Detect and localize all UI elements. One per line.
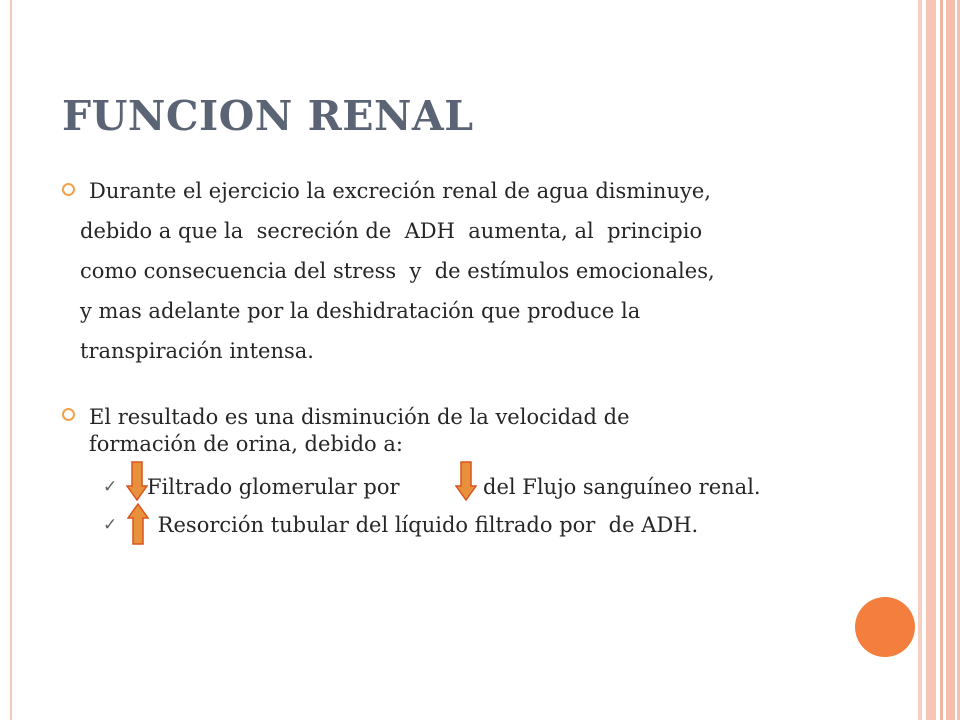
bullet-1-line-1: Durante el ejercicio la excreción renal de agua disminuye, <box>89 179 711 203</box>
bullet-1-line-2: debido a que la secreción de ADH aumenta, al principio <box>80 219 703 243</box>
bullet-1-line-4: y mas adelante por la deshidratación que produce la <box>80 299 641 323</box>
check-icon: ✓ <box>103 477 118 497</box>
subitem-1-text-after: del Flujo sanguíneo renal. <box>483 475 761 499</box>
bullet-2-line-1: El resultado es una disminución de la velocidad de <box>89 405 630 429</box>
slide-title: FUNCION RENAL <box>62 92 474 140</box>
subitem-1-text-before: Filtrado glomerular por <box>147 475 400 499</box>
slide-border-left <box>10 0 12 720</box>
bullet-icon <box>62 408 75 421</box>
down-arrow-icon <box>126 461 148 501</box>
up-arrow-icon <box>127 503 149 545</box>
decorative-stripes <box>918 0 960 720</box>
bullet-1-line-5: transpiración intensa. <box>80 339 314 363</box>
bullet-icon <box>62 183 75 196</box>
down-arrow-icon <box>455 461 477 501</box>
check-icon: ✓ <box>103 515 118 535</box>
bullet-1-line-3: como consecuencia del stress y de estímulos emocionales, <box>80 259 715 283</box>
subitem-2-text: Resorción tubular del líquido filtrado por de ADH. <box>151 513 699 537</box>
bullet-2-line-2: formación de orina, debido a: <box>89 432 403 456</box>
accent-circle <box>855 597 915 657</box>
